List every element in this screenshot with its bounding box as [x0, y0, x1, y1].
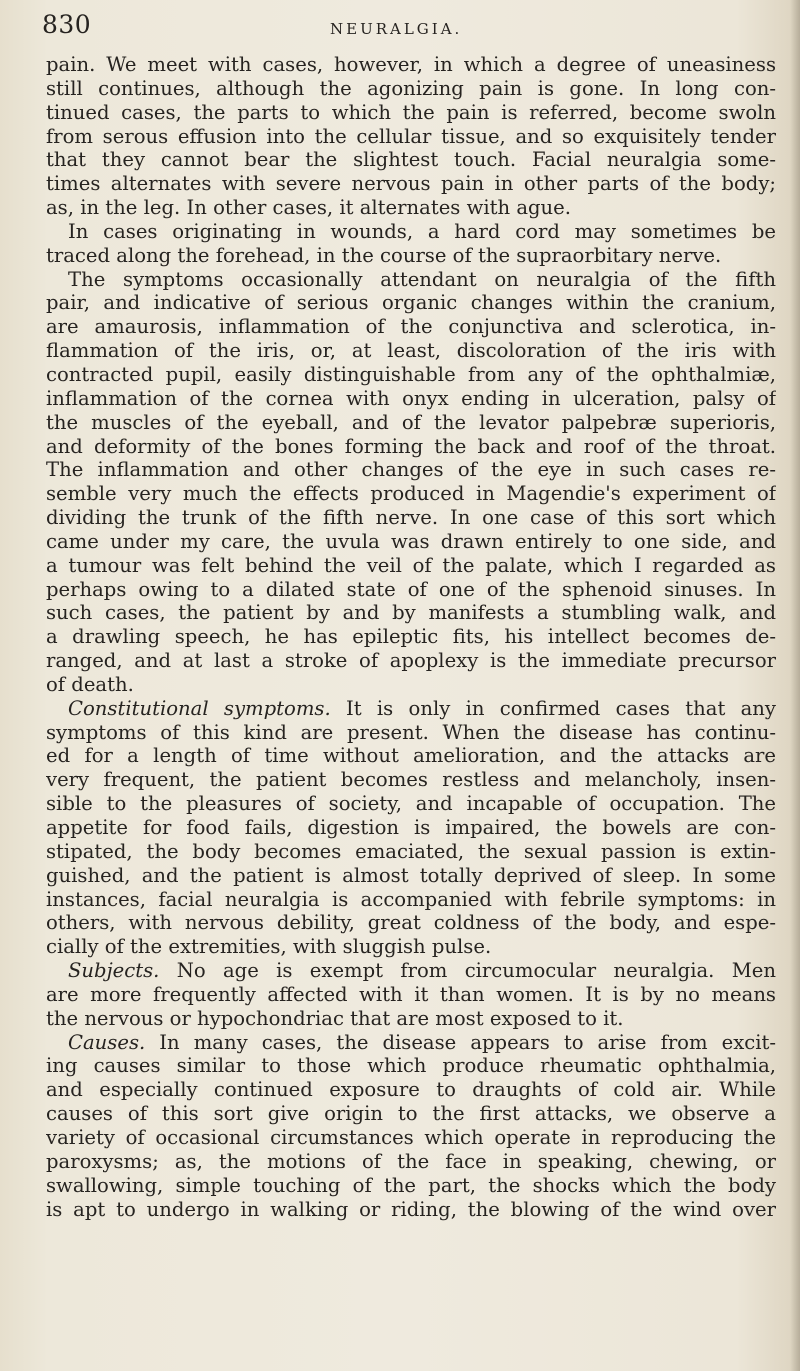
line-text: ed for a length of time without amelioration, and the attacks are: [46, 744, 776, 768]
line-text: perhaps owing to a dilated state of one of the sphenoid sinuses. In: [46, 577, 776, 601]
section-heading: Causes.: [68, 1030, 146, 1054]
text-line: [46, 196, 776, 220]
line-text: a tumour was felt behind the veil of the palate, which I regarded as: [46, 553, 776, 577]
text-line: [46, 482, 776, 506]
text-line: [46, 315, 776, 339]
text-line: [46, 53, 776, 77]
text-line: [46, 1102, 776, 1126]
line-text: sible to the pleasures of society, and incapable of occupation. The: [46, 792, 776, 816]
line-text: such cases, the patient by and by manifests a stumbling walk, and: [46, 601, 776, 625]
text-line: [46, 792, 776, 816]
text-line: [46, 601, 776, 625]
line-text: variety of occasional circumstances which operate in reproducing the: [46, 1125, 776, 1149]
text-line: [46, 220, 776, 244]
line-text: from serous effusion into the cellular tissue, and so exquisitely tender: [46, 124, 776, 148]
text-line: [46, 125, 776, 149]
text-line: [46, 1007, 776, 1031]
line-text: appetite for food fails, digestion is impaired, the bowels are con-: [46, 816, 776, 839]
line-text: still continues, although the agonizing pain is gone. In long con-: [46, 76, 776, 100]
line-text: the nervous or hypochondriac that are most exposed to it.: [46, 1006, 624, 1030]
text-line: [46, 744, 776, 768]
line-text: guished, and the patient is almost totally deprived of sleep. In some: [46, 863, 776, 887]
text-line: [46, 1078, 776, 1102]
text-line: [46, 77, 776, 101]
text-line: [46, 244, 776, 268]
line-text: instances, facial neuralgia is accompanied with febrile symptoms: in: [46, 887, 776, 911]
text-line: [46, 697, 776, 721]
line-text: It is only in confirmed cases that any: [330, 696, 776, 720]
section-heading: Constitutional symptoms.: [68, 696, 331, 720]
text-line: [46, 339, 776, 363]
text-line: [46, 1174, 776, 1198]
page-edge-shadow: [790, 0, 800, 1371]
text-line: [46, 530, 776, 554]
text-line: [46, 458, 776, 482]
text-line: [46, 411, 776, 435]
line-text: very frequent, the patient becomes restless and melancholy, insen-: [46, 768, 776, 792]
line-text: times alternates with severe nervous pain in other parts of the body;: [46, 172, 776, 196]
line-text: No age is exempt from circumocular neuralgia. Men: [159, 959, 776, 983]
line-text: and especially continued exposure to draughts of cold air. While: [46, 1078, 776, 1102]
text-line: [46, 864, 776, 888]
text-line: [46, 387, 776, 411]
text-line: [46, 1054, 776, 1078]
text-line: [46, 506, 776, 530]
line-text: a drawling speech, he has epileptic fits, his intellect becomes de-: [46, 625, 776, 649]
line-text: In cases originating in wounds, a hard cord may sometimes be: [68, 219, 776, 243]
line-text: flammation of the iris, or, at least, discoloration of the iris with: [46, 339, 776, 363]
text-line: [46, 1150, 776, 1174]
line-text: are amaurosis, inflammation of the conjunctiva and sclerotica, in-: [46, 315, 776, 339]
line-text: causes of this sort give origin to the first attacks, we observe a: [46, 1102, 776, 1126]
text-line: [46, 983, 776, 1007]
text-line: [46, 1198, 776, 1222]
line-text: ing causes similar to those which produce rheumatic ophthalmia,: [46, 1054, 776, 1078]
line-text: dividing the trunk of the fifth nerve. In one case of this sort which: [46, 506, 776, 530]
line-text: The inflammation and other changes of the eye in such cases re-: [46, 458, 776, 482]
text-line: [46, 721, 776, 745]
line-text: that they cannot bear the slightest touch. Facial neuralgia some-: [46, 148, 776, 172]
text-line: [46, 935, 776, 959]
line-text: others, with nervous debility, great coldness of the body, and espe-: [46, 911, 776, 935]
line-text: stipated, the body becomes emaciated, the sexual passion is extin-: [46, 839, 776, 863]
text-line: [46, 649, 776, 673]
line-text: semble very much the effects produced in Magendie's experiment of: [46, 482, 776, 506]
text-line: [46, 911, 776, 935]
page-number: 830: [42, 10, 92, 39]
text-line: [46, 888, 776, 912]
line-text: of death.: [46, 672, 134, 696]
section-heading: Subjects.: [68, 959, 160, 983]
line-text: paroxysms; as, the motions of the face in speaking, chewing, or: [46, 1149, 776, 1173]
line-text: are more frequently affected with it than women. It is by no means: [46, 982, 776, 1006]
line-text: contracted pupil, easily distinguishable from any of the ophthalmiæ,: [46, 362, 776, 386]
text-line: [46, 435, 776, 459]
text-line: [46, 1031, 776, 1055]
line-text: and deformity of the bones forming the back and roof of the throat.: [46, 434, 776, 458]
line-text: swallowing, simple touching of the part, the shocks which the body: [46, 1173, 776, 1197]
text-line: [46, 172, 776, 196]
line-text: traced along the forehead, in the course of the supraorbitary nerve.: [46, 243, 722, 267]
line-text: cially of the extremities, with sluggish pulse.: [46, 935, 492, 959]
text-line: [46, 291, 776, 315]
text-line: [46, 268, 776, 292]
text-line: [46, 768, 776, 792]
text-line: [46, 673, 776, 697]
text-line: [46, 578, 776, 602]
line-text: came under my care, the uvula was drawn entirely to one side, and: [46, 529, 776, 553]
line-text: tinued cases, the parts to which the pain is referred, become swoln: [46, 100, 776, 124]
text-line: [46, 148, 776, 172]
text-line: [46, 625, 776, 649]
line-text: is apt to undergo in walking or riding, the blowing of the wind over: [46, 1197, 776, 1221]
text-line: [46, 959, 776, 983]
line-text: inflammation of the cornea with onyx ending in ulceration, palsy of: [46, 386, 776, 410]
text-line: [46, 101, 776, 125]
text-line: [46, 363, 776, 387]
line-text: as, in the leg. In other cases, it alternates with ague.: [46, 196, 572, 220]
body-text: [46, 53, 776, 1221]
line-text: symptoms of this kind are present. When the disease has continu-: [46, 720, 776, 744]
running-head: NEURALGIA.: [330, 20, 463, 38]
line-text: The symptoms occasionally attendant on neuralgia of the fifth: [68, 267, 776, 291]
line-text: the muscles of the eyeball, and of the levator palpebræ superioris,: [46, 410, 776, 434]
text-line: [46, 1126, 776, 1150]
line-text: pair, and indicative of serious organic changes within the cranium,: [46, 291, 776, 315]
text-line: [46, 554, 776, 578]
text-line: [46, 840, 776, 864]
line-text: ranged, and at last a stroke of apoplexy is the immediate precursor: [46, 649, 776, 673]
text-line: [46, 816, 776, 840]
line-text: In many cases, the disease appears to arise from excit-: [145, 1030, 776, 1054]
line-text: pain. We meet with cases, however, in which a degree of uneasiness: [46, 53, 776, 76]
